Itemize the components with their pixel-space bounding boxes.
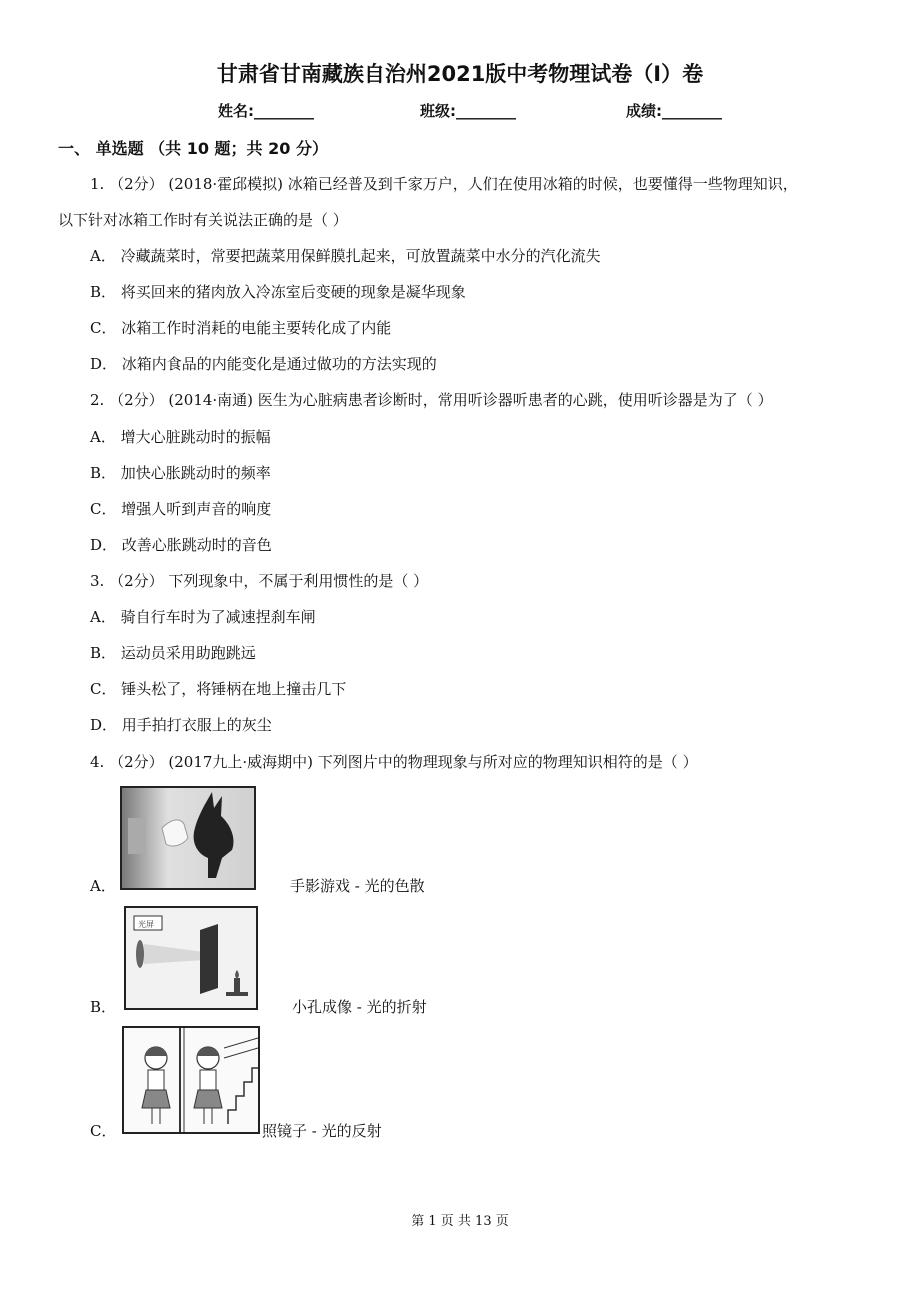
svg-text:光屏: 光屏	[138, 920, 154, 929]
mirror-illustration	[124, 1028, 258, 1132]
question-1-option-b: B． 将买回来的猪肉放入冷冻室后变硬的现象是凝华现象	[90, 283, 466, 301]
name-field-label: 姓名:________	[218, 102, 314, 120]
question-4-option-c-letter: C．	[90, 1122, 117, 1140]
question-3-option-a: A． 骑自行车时为了减速捏刹车闸	[90, 608, 316, 626]
question-4-option-a-text: 手影游戏 - 光的色散	[290, 877, 425, 895]
pinhole-imaging-image	[124, 906, 258, 1010]
question-3-option-c: C． 锤头松了，将锤柄在地上撞击几下	[90, 680, 347, 698]
question-3-option-d: D． 用手拍打衣服上的灰尘	[90, 716, 272, 734]
question-1-option-c: C． 冰箱工作时消耗的电能主要转化成了内能	[90, 319, 392, 337]
section-heading: 一、 单选题 （共 10 题；共 20 分）	[58, 139, 328, 158]
question-4-option-b-text: 小孔成像 - 光的折射	[292, 998, 427, 1016]
question-4-option-a-letter: A．	[90, 877, 116, 895]
question-4-stem: 4. （2分） (2017九上·威海期中) 下列图片中的物理现象与所对应的物理知识相符的是（ ）	[90, 753, 698, 771]
question-2-option-d: D． 改善心胀跳动时的音色	[90, 536, 272, 554]
question-1-stem: 1. （2分） (2018·霍邱模拟) 冰箱已经普及到千家万户，人们在使用冰箱的时候，也要懂得一些物理知识，	[90, 175, 798, 193]
question-2-option-b: B． 加快心胀跳动时的频率	[90, 464, 271, 482]
question-1-option-d: D． 冰箱内食品的内能变化是通过做功的方法实现的	[90, 355, 437, 373]
question-3-stem: 3. （2分） 下列现象中，不属于利用惯性的是（ ）	[90, 572, 429, 590]
question-2-option-c: C． 增强人听到声音的响度	[90, 500, 272, 518]
question-4-option-c-text: 照镜子 - 光的反射	[262, 1122, 382, 1140]
mirror-image	[122, 1026, 260, 1134]
question-2-stem: 2. （2分） (2014·南通) 医生为心脏病患者诊断时，常用听诊器听患者的心跳，使用听诊器是为了（ ）	[90, 391, 773, 409]
hand-shadow-illustration	[122, 788, 254, 888]
question-3-option-b: B． 运动员采用助跑跳远	[90, 644, 256, 662]
question-1-option-a: A． 冷藏蔬菜时，常要把蔬菜用保鲜膜扎起来，可放置蔬菜中水分的汽化流失	[90, 247, 601, 265]
question-2-option-a: A． 增大心脏跳动时的振幅	[90, 428, 271, 446]
question-1-stem-cont: 以下针对冰箱工作时有关说法正确的是（ ）	[58, 211, 348, 229]
page-footer: 第 1 页 共 13 页	[411, 1214, 509, 1229]
pinhole-imaging-illustration	[126, 908, 256, 1008]
page-title: 甘肃省甘南藏族自治州2021版中考物理试卷（I）卷	[216, 62, 704, 86]
class-field-label: 班级:________	[420, 102, 516, 120]
hand-shadow-image	[120, 786, 256, 890]
score-field-label: 成绩:________	[626, 102, 722, 120]
question-4-option-b-letter: B．	[90, 998, 117, 1016]
